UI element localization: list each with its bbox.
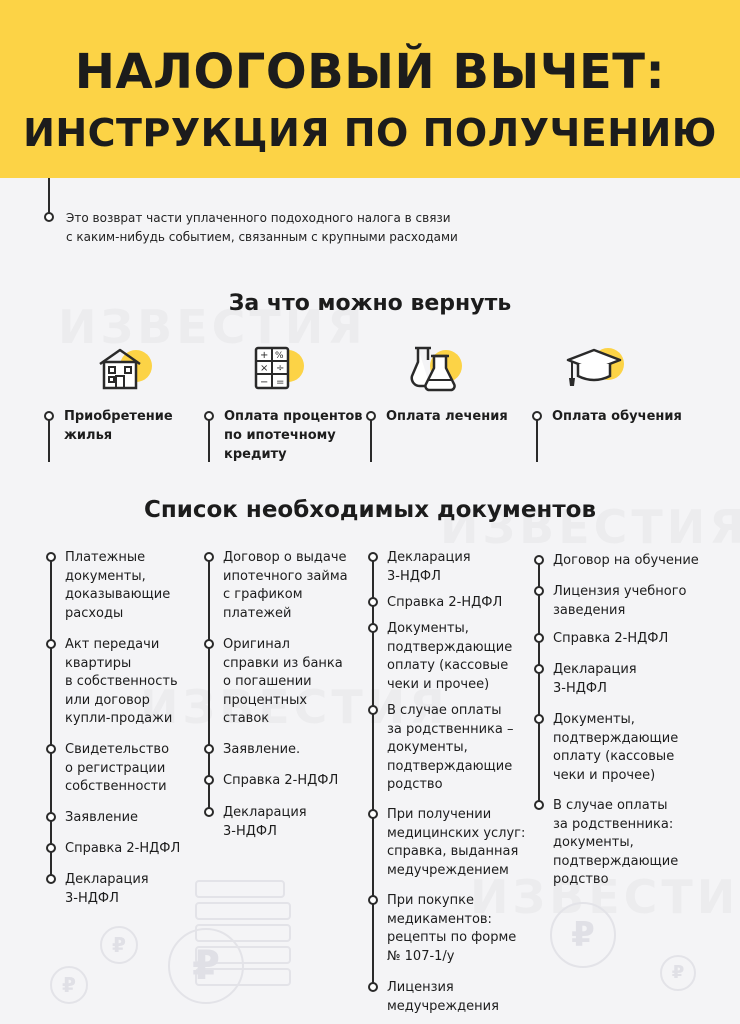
document-bullet: [46, 639, 56, 649]
document-bullet: [204, 552, 214, 562]
document-bullet: [46, 812, 56, 822]
category-bullet: [44, 411, 54, 421]
document-item-line: или договор: [65, 692, 150, 708]
document-item-line: купли-продажи: [65, 711, 173, 726]
document-item-line: Лицензия: [387, 980, 454, 995]
calculator-icon: [252, 344, 312, 392]
ruble-coin-icon: ₽: [660, 955, 696, 991]
document-item-line: Декларация: [553, 662, 637, 677]
document-item-line: Документы,: [553, 712, 635, 727]
category-label-line: Оплата процентов: [224, 409, 363, 424]
documents-title: Список необходимых документов: [143, 497, 596, 523]
document-item-line: чеки и прочее): [553, 767, 656, 783]
house-icon: [96, 344, 156, 392]
document-bullet: [368, 809, 378, 819]
svg-text:−: −: [260, 377, 269, 388]
category-label: [224, 407, 363, 464]
document-item-line: оплату (кассовые: [387, 658, 509, 673]
document-item-line: родство: [553, 872, 609, 887]
document-item-line: Акт передачи: [65, 637, 160, 652]
document-bullet: [534, 586, 544, 596]
page-title-line1: НАЛОГОВЫЙ ВЫЧЕТ:: [74, 44, 666, 100]
documents-timeline-line: [372, 555, 374, 985]
document-bullet: [46, 552, 56, 562]
document-item-line: Декларация: [223, 805, 307, 820]
document-item-line: 3-НДФЛ: [223, 823, 277, 839]
document-bullet: [368, 705, 378, 715]
document-item-line: с графиком: [223, 587, 303, 602]
document-bullet: [204, 639, 214, 649]
ruble-coin-icon: ₽: [50, 966, 88, 1004]
documents-timeline-line: [50, 555, 52, 877]
document-item-line: В случае оплаты: [553, 798, 668, 813]
document-item-line: Договор о выдаче: [223, 550, 347, 565]
document-item-line: Договор на обучение: [553, 553, 699, 568]
document-item-line: При покупке: [387, 893, 474, 908]
document-item-line: собственности: [65, 779, 167, 794]
document-item: [223, 804, 307, 841]
document-item: [387, 702, 513, 795]
category-label-line: Оплата обучения: [552, 409, 682, 424]
document-item-line: Заявление: [65, 810, 139, 825]
document-item-line: Документы,: [387, 621, 469, 636]
document-item-line: о погашении: [223, 674, 312, 689]
category-label: [552, 407, 682, 426]
document-item: [65, 840, 180, 859]
document-bullet: [46, 744, 56, 754]
header-banner: [0, 0, 740, 178]
document-item-line: Справка 2-НДФЛ: [553, 631, 669, 646]
document-item-line: подтверждающие: [387, 639, 513, 655]
document-item-line: платежей: [223, 605, 292, 621]
svg-text:=: =: [276, 377, 285, 388]
document-bullet: [534, 555, 544, 565]
category-bullet: [532, 411, 542, 421]
document-item-line: о регистрации: [65, 760, 166, 776]
document-item: [553, 711, 678, 785]
category-bullet: [204, 411, 214, 421]
document-item-line: справка, выданная: [387, 844, 519, 859]
document-item-line: 3-НДФЛ: [65, 890, 119, 906]
document-bullet: [534, 800, 544, 810]
document-item-line: Платежные: [65, 550, 146, 565]
document-item-line: документы,: [387, 740, 468, 755]
document-item-line: документы,: [553, 835, 634, 850]
document-item: [387, 594, 502, 613]
document-item-line: медикаментов:: [387, 911, 492, 927]
document-item: [387, 892, 516, 966]
document-item-line: чеки и прочее): [387, 676, 490, 692]
category-bullet: [366, 411, 376, 421]
document-item: [65, 809, 138, 828]
category-label: [64, 407, 173, 445]
document-item-line: медицинских услуг:: [387, 825, 526, 841]
document-bullet: [204, 744, 214, 754]
document-item-line: подтверждающие: [553, 730, 679, 746]
category-label-line: по ипотечному: [224, 428, 336, 443]
category-label-line: Оплата лечения: [386, 409, 508, 424]
category-label: [386, 407, 508, 426]
document-item-line: родство: [387, 777, 443, 792]
document-item-line: ипотечного займа: [223, 568, 348, 584]
document-item-line: заведения: [553, 602, 626, 618]
refunds-title: За что можно вернуть: [228, 291, 512, 316]
document-bullet: [368, 982, 378, 992]
document-bullet: [46, 874, 56, 884]
document-item-line: Заявление.: [223, 742, 301, 757]
document-item: [387, 620, 512, 694]
document-item: [223, 636, 343, 729]
document-item-line: документы,: [65, 568, 146, 584]
document-item: [65, 741, 169, 797]
document-item: [553, 583, 687, 620]
category-label-line: жилья: [64, 428, 113, 443]
document-item-line: Декларация: [65, 872, 149, 887]
document-item: [65, 871, 149, 908]
documents-timeline-line: [208, 555, 210, 810]
document-item-line: № 107-1/у: [387, 948, 455, 964]
document-bullet: [46, 843, 56, 853]
svg-text:+: +: [260, 350, 269, 361]
document-item-line: в собственность: [65, 674, 178, 689]
document-item: [553, 661, 637, 698]
document-item: [223, 549, 348, 623]
document-item-line: подтверждающие: [553, 853, 679, 869]
document-bullet: [534, 633, 544, 643]
document-item-line: Декларация: [387, 550, 471, 565]
document-item-line: рецепты по форме: [387, 930, 517, 945]
document-item: [387, 806, 525, 880]
document-item-line: Справка 2-НДФЛ: [223, 773, 339, 788]
document-item: [553, 630, 668, 649]
document-item-line: Справка 2-НДФЛ: [65, 841, 181, 856]
document-item: [65, 636, 178, 729]
document-item: [223, 741, 300, 760]
document-item-line: Оригинал: [223, 637, 290, 652]
ruble-coin-icon: ₽: [168, 928, 244, 1004]
document-item-line: оплату (кассовые: [553, 749, 675, 764]
document-item-line: квартиры: [65, 655, 132, 671]
document-item-line: подтверждающие: [387, 758, 513, 774]
document-item-line: Свидетельство: [65, 742, 170, 757]
document-bullet: [204, 807, 214, 817]
document-item-line: медучреждением: [387, 862, 509, 878]
intro-bullet: [44, 212, 54, 222]
document-bullet: [368, 597, 378, 607]
document-item-line: Справка 2-НДФЛ: [387, 595, 503, 610]
document-item-line: 3-НДФЛ: [553, 680, 607, 696]
page-title-line2: ИНСТРУКЦИЯ ПО ПОЛУЧЕНИЮ: [23, 111, 717, 155]
document-item-line: медучреждения: [387, 998, 499, 1014]
document-item-line: ставок: [223, 711, 270, 726]
document-item-line: за родственника –: [387, 721, 514, 737]
document-item-line: процентных: [223, 692, 308, 708]
ruble-coin-icon: ₽: [100, 926, 138, 964]
intro-text: Это возврат части уплаченного подоходного налога в связи с каким-нибудь событием, связанным с крупными расходами: [66, 211, 458, 244]
document-bullet: [204, 775, 214, 785]
document-item-line: При получении: [387, 807, 492, 822]
document-bullet: [368, 895, 378, 905]
document-item: [553, 797, 678, 890]
document-item: [387, 979, 499, 1016]
document-bullet: [534, 714, 544, 724]
graduation-cap-icon: [566, 344, 626, 392]
category-label-line: Приобретение: [64, 409, 173, 424]
document-item-line: В случае оплаты: [387, 703, 502, 718]
document-item: [387, 549, 471, 586]
document-bullet: [368, 552, 378, 562]
document-item: [223, 772, 338, 791]
document-bullet: [368, 623, 378, 633]
document-item-line: Лицензия учебного: [553, 584, 687, 599]
category-label-line: кредиту: [224, 447, 287, 462]
document-item-line: за родственника:: [553, 816, 674, 832]
document-item: [65, 549, 170, 623]
document-item-line: расходы: [65, 605, 124, 621]
ruble-coin-icon: ₽: [550, 902, 616, 968]
document-item-line: справки из банка: [223, 655, 343, 671]
document-item: [553, 552, 699, 571]
svg-text:%: %: [275, 351, 284, 361]
document-bullet: [534, 664, 544, 674]
svg-text:÷: ÷: [276, 363, 285, 374]
flasks-icon: [408, 344, 468, 392]
svg-text:×: ×: [260, 363, 269, 374]
document-item-line: доказывающие: [65, 587, 171, 602]
document-item-line: 3-НДФЛ: [387, 568, 441, 584]
